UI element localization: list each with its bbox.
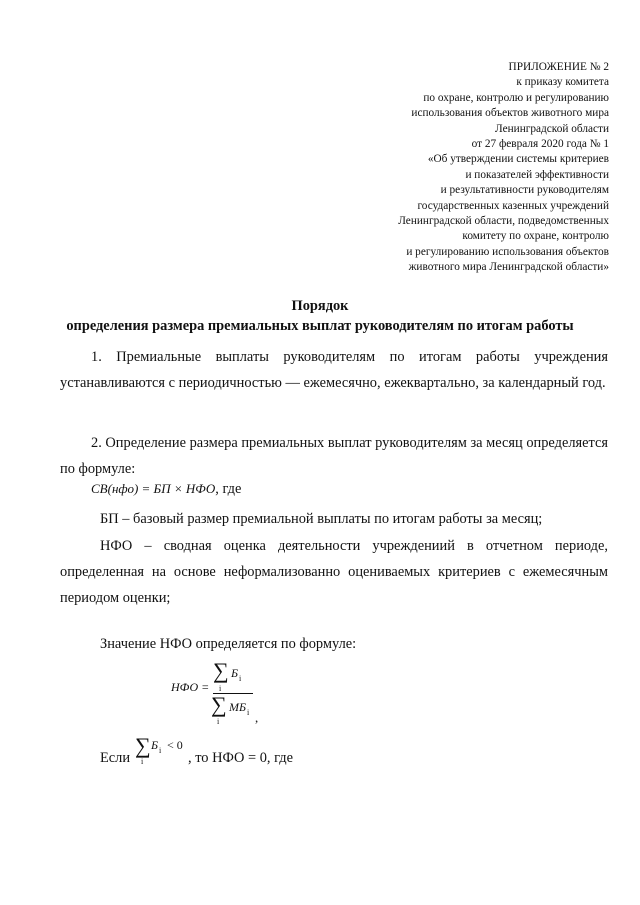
formula-nfo-den-limit: i bbox=[217, 717, 220, 726]
formula-nfo-lhs: НФО = bbox=[171, 680, 210, 694]
formula-nfo-comma: , bbox=[255, 710, 259, 725]
annex-line: к приказу комитета bbox=[516, 76, 609, 89]
annex-line: и результативности руководителям bbox=[440, 184, 609, 197]
formula-sv-suffix: , где bbox=[215, 481, 242, 497]
formula-nfo-numerator: Б bbox=[231, 666, 239, 680]
paragraph-nfo-formula-intro: Значение НФО определяется по формуле: bbox=[100, 636, 357, 652]
annex-line: государственных казенных учреждений bbox=[417, 199, 609, 212]
formula-nfo-denominator: МБ bbox=[229, 700, 247, 714]
paragraph-1: 1. Премиальные выплаты руководителям по итогам работы учреждения устанавливаются с периодичностью — ежемесячно, ежеквартально, за календарный год. bbox=[60, 349, 608, 391]
annex-line: и регулированию использования объектов bbox=[406, 245, 609, 258]
condition-prefix: Если bbox=[100, 750, 131, 766]
annex-line: Ленинградской области bbox=[495, 122, 609, 135]
formula-nfo-num-sub: i bbox=[239, 674, 242, 683]
title-line-2: определения размера премиальных выплат руководителям по итогам работы bbox=[66, 318, 574, 334]
sum-icon: ∑ bbox=[211, 692, 227, 717]
paragraph-2: 2. Определение размера премиальных выплат руководителям за месяц определяется по формуле: bbox=[60, 435, 608, 477]
annex-line: ПРИЛОЖЕНИЕ № 2 bbox=[508, 61, 609, 73]
formula-nfo-num-limit: i bbox=[219, 684, 222, 693]
condition-expr: Б bbox=[151, 738, 159, 752]
annex-line: Ленинградской области, подведомственных bbox=[398, 215, 609, 228]
annex-line: «Об утверждении системы критериев bbox=[427, 153, 609, 166]
annex-line: и показателей эффективности bbox=[465, 168, 609, 181]
annex-line: использования объектов животного мира bbox=[411, 107, 609, 120]
condition-expr-limit: i bbox=[141, 757, 144, 766]
document-title bbox=[0, 296, 640, 336]
condition-suffix: , то НФО = 0, где bbox=[188, 750, 294, 766]
annex-line: от 27 февраля 2020 года № 1 bbox=[471, 138, 609, 151]
sum-icon: ∑ bbox=[213, 658, 229, 683]
formula-nfo-den-sub: i bbox=[247, 708, 250, 717]
annex-header bbox=[398, 60, 609, 276]
formula-sv bbox=[91, 481, 241, 498]
paragraph-nfo: НФО – сводная оценка деятельности учреждениий в отчетном периоде, определенная на основе неформализованно оцениваемых критериев с ежемесячным периодом оценки; bbox=[60, 538, 608, 606]
formula-sv-expr: СВ(нфо) = БП × НФО bbox=[91, 481, 216, 496]
condition-expr-sub: i bbox=[159, 746, 162, 755]
sum-icon: ∑ bbox=[135, 733, 151, 758]
paragraph-bp: БП – базовый размер премиальной выплаты по итогам работы за месяц; bbox=[100, 511, 543, 527]
annex-line: по охране, контролю и регулированию bbox=[423, 91, 609, 104]
annex-line: комитету по охране, контролю bbox=[462, 230, 609, 243]
title-line-1: Порядок bbox=[291, 298, 349, 314]
annex-line: животного мира Ленинградской области» bbox=[408, 261, 609, 274]
condition-relation: < 0 bbox=[167, 738, 183, 752]
